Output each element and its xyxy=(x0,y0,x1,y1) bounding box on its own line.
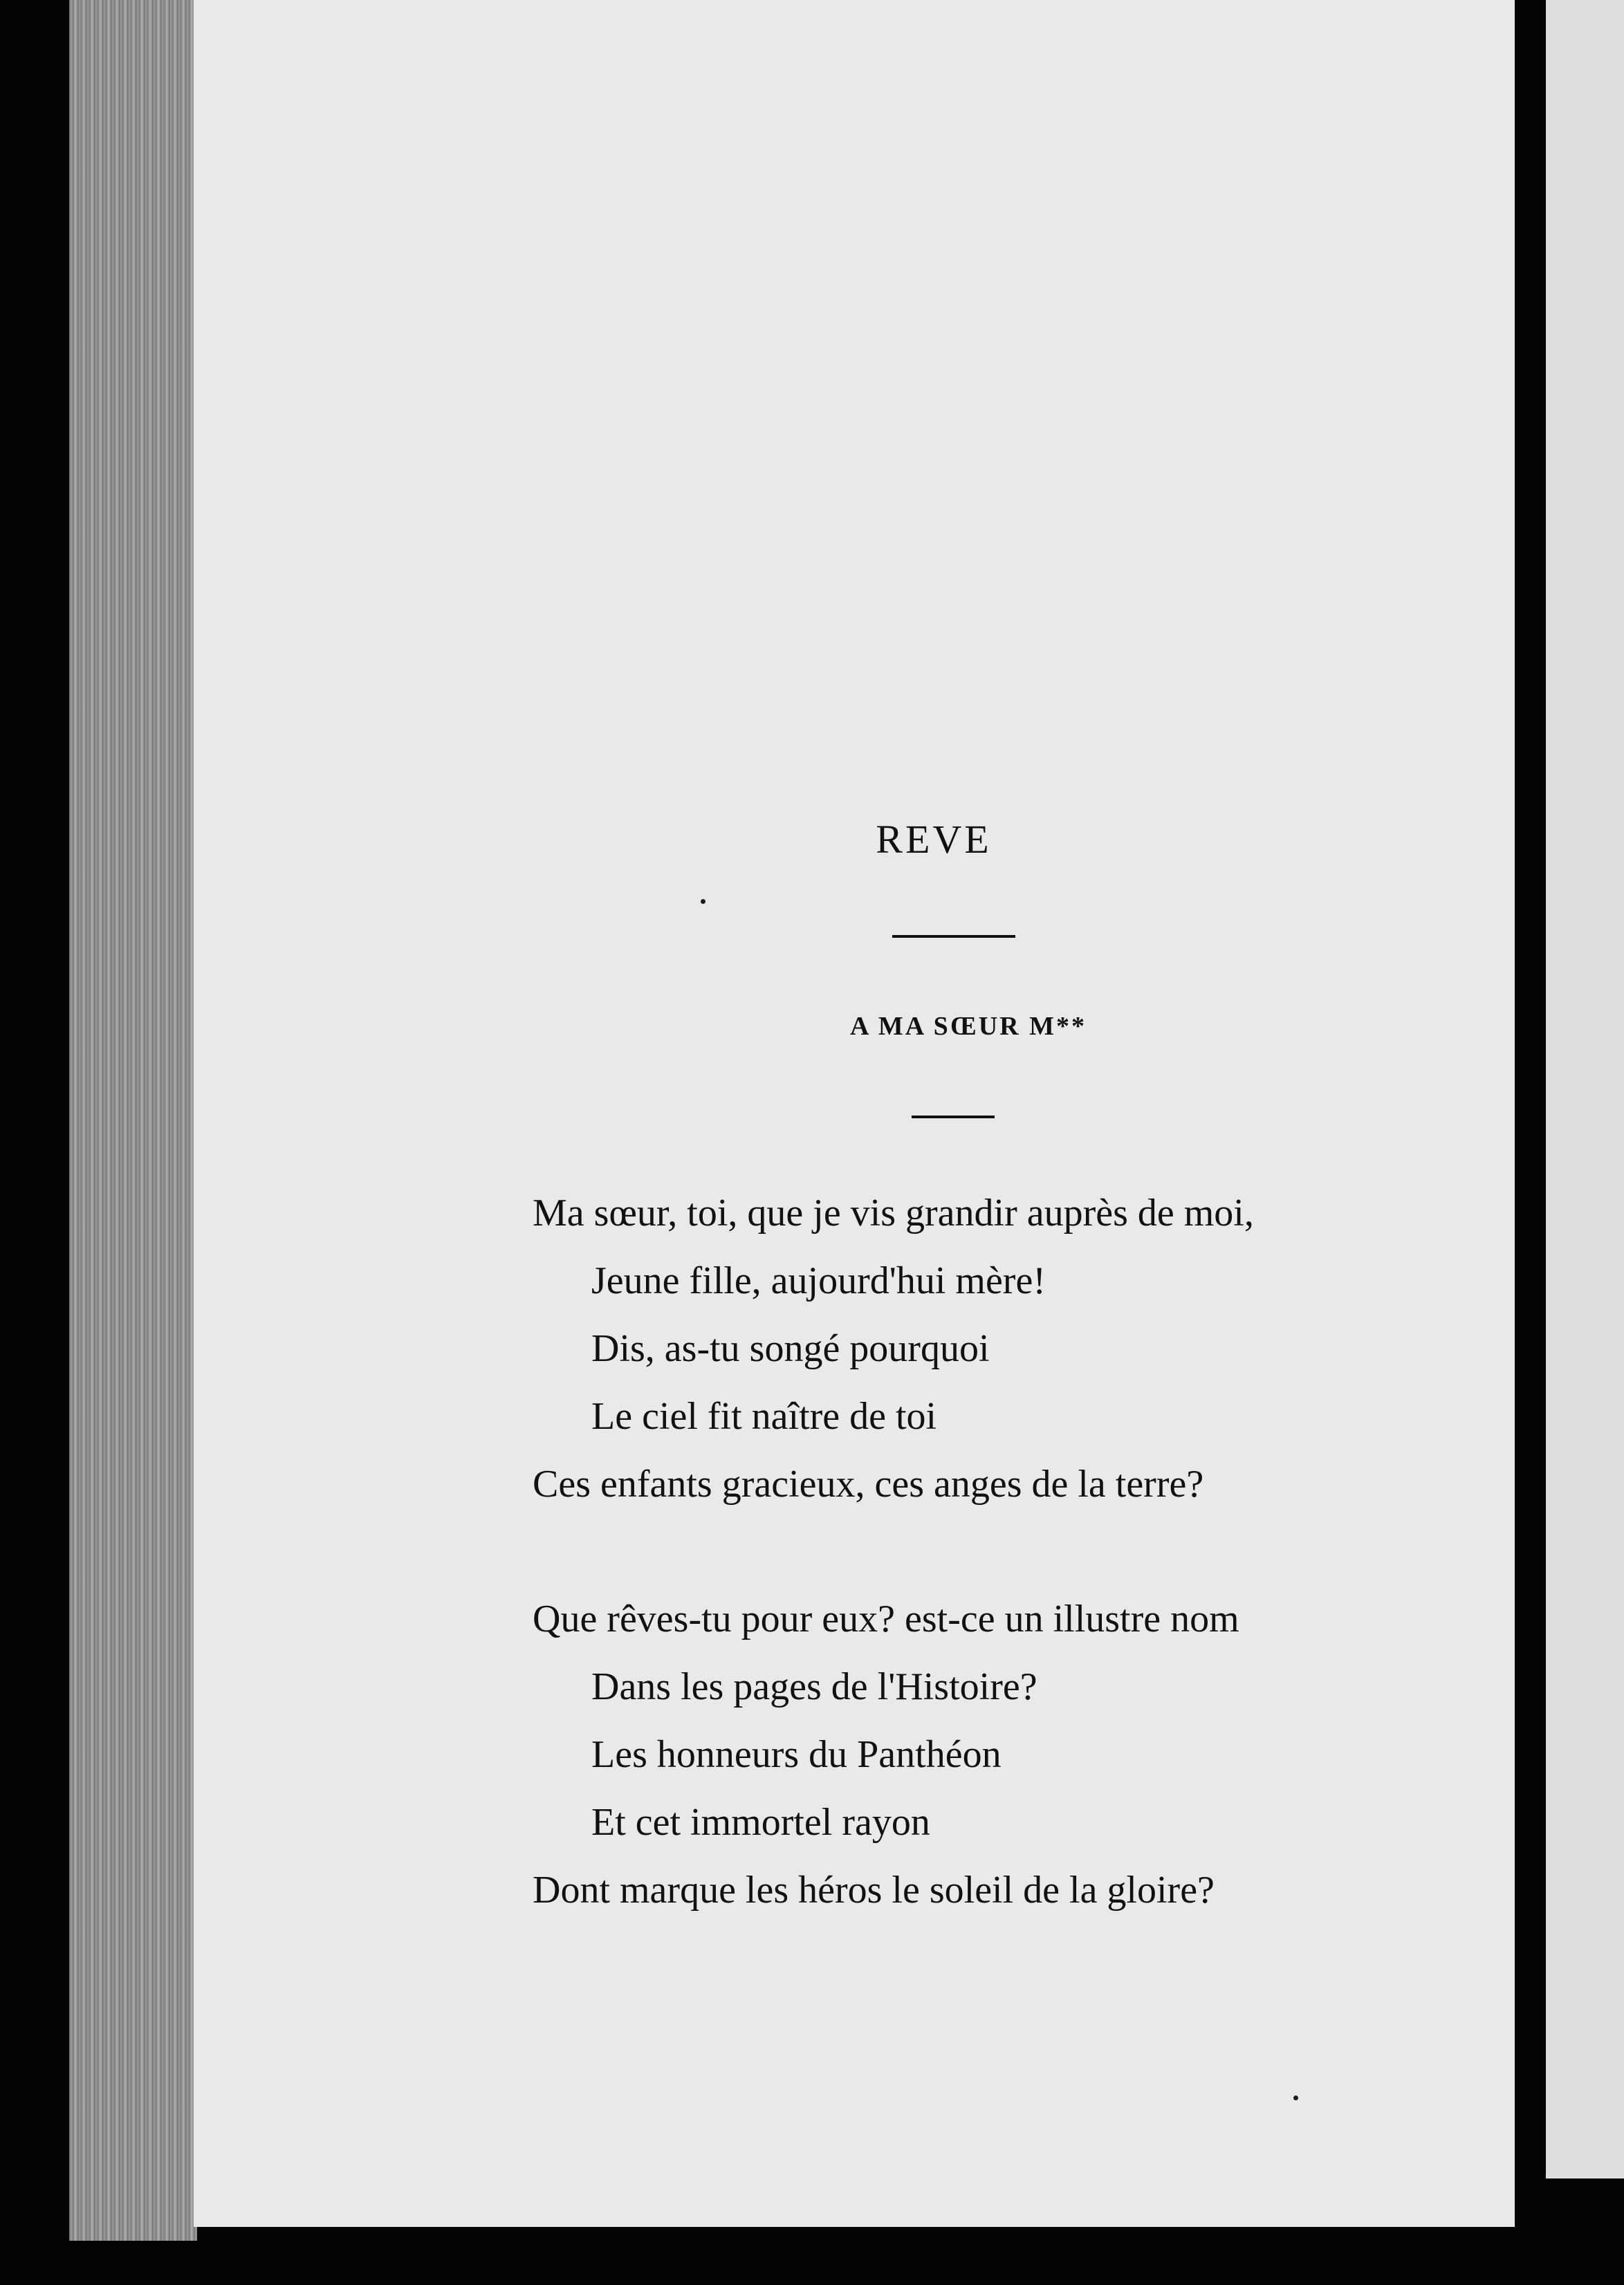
stanza-1 xyxy=(533,1179,1432,1518)
dedication-divider xyxy=(912,1116,995,1118)
dedication: A MA SŒUR M** xyxy=(850,1012,1087,1041)
verse-line: Dont marque les héros le soleil de la gloire? xyxy=(533,1869,1215,1912)
print-speck xyxy=(1293,2096,1298,2100)
facing-page-edge xyxy=(1546,0,1624,2178)
verse-line: Dis, as-tu songé pourquoi xyxy=(591,1327,990,1370)
verse-line: Que rêves-tu pour eux? est-ce un illustre nom xyxy=(533,1598,1239,1640)
stanza-2 xyxy=(533,1585,1432,1924)
title-divider xyxy=(892,935,1015,938)
book-page-edges xyxy=(69,0,197,2241)
verse-line: Les honneurs du Panthéon xyxy=(591,1733,1002,1776)
verse-line: Ma sœur, toi, que je vis grandir auprès de moi, xyxy=(533,1192,1254,1234)
print-speck xyxy=(701,899,705,904)
verse-line: Jeune fille, aujourd'hui mère! xyxy=(591,1259,1046,1302)
poem-body xyxy=(533,1179,1432,1991)
verse-line: Le ciel fit naître de toi xyxy=(591,1395,937,1438)
verse-line: Dans les pages de l'Histoire? xyxy=(591,1665,1037,1708)
verse-line: Ces enfants gracieux, ces anges de la terre? xyxy=(533,1463,1204,1506)
verse-line: Et cet immortel rayon xyxy=(591,1801,930,1844)
poem-title: REVE xyxy=(876,817,992,862)
